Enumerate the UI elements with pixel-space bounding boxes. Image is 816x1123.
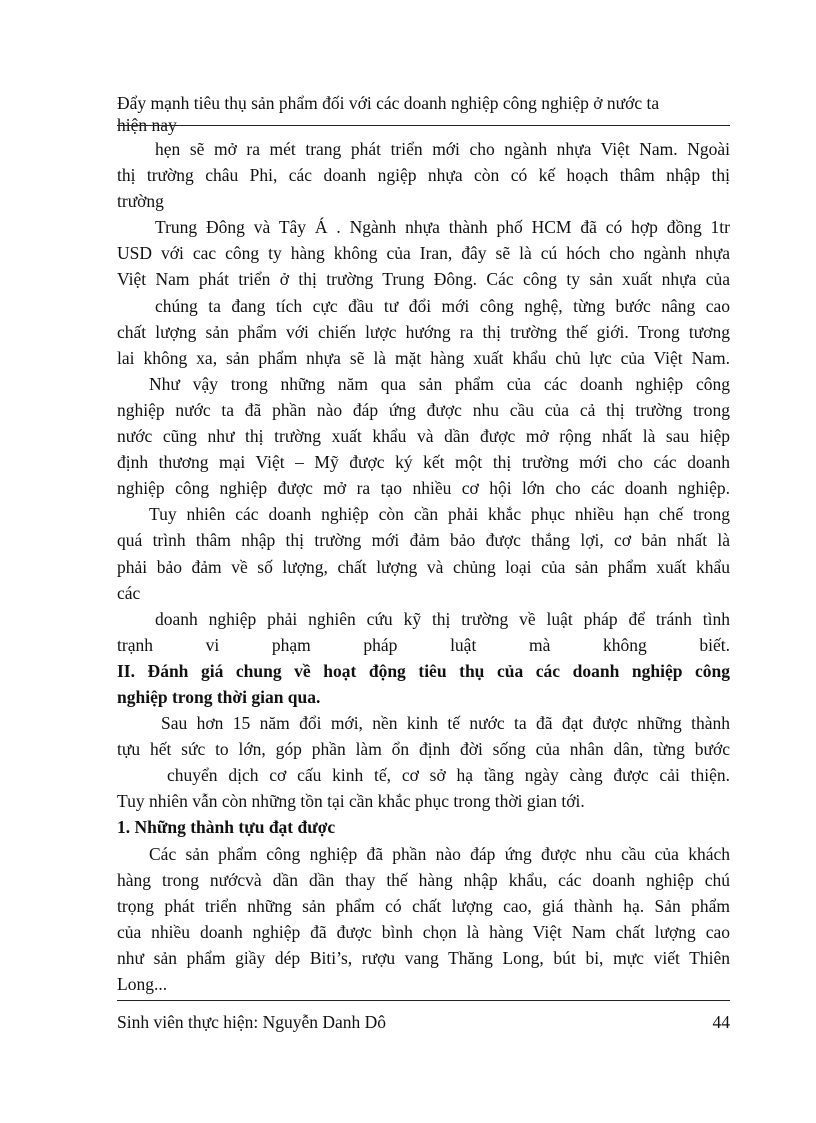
body-line: trọng phát triển những sản phẩm có chất lượng cao, giá thành hạ. Sản phẩm (117, 895, 730, 916)
document-body (117, 136, 730, 997)
body-line: Long... (117, 974, 168, 994)
body-line: Như vậy trong những năm qua sản phẩm của các doanh nghiệp công (149, 373, 730, 394)
body-line: như sản phẩm giầy dép Biti’s, rượu vang Thăng Long, bút bi, mực viết Thiên (117, 947, 730, 968)
body-line: chuyển dịch cơ cấu kinh tế, cơ sở hạ tầng ngày càng được cải thiện. (167, 765, 730, 786)
body-line: quá trình thâm nhập thị trường mới đảm bảo được thắng lợi, cơ bản nhất là (117, 530, 730, 551)
body-line: doanh nghiệp phải nghiên cứu kỹ thị trường về luật pháp để tránh tình (155, 608, 730, 629)
page-footer (117, 1011, 730, 1033)
page-header (117, 92, 730, 136)
body-line: thị trường châu Phi, các doanh ngiệp nhựa còn có kế hoạch thâm nhập thị (117, 165, 730, 186)
body-line: Các sản phẩm công nghiệp đã phần nào đáp ứng được nhu cầu của khách (149, 843, 730, 864)
body-line: Trung Đông và Tây Á . Ngành nhựa thành phố HCM đã có hợp đồng 1tr (155, 217, 730, 238)
body-line: trường (117, 191, 164, 212)
body-line: nghiệp nước ta đã phần nào đáp ứng được nhu cầu của cả thị trường trong (117, 399, 730, 420)
header-title-line-2: hiện nay (117, 115, 177, 135)
body-line: hàng trong nướcvà dần dần thay thế hàng nhập khẩu, các doanh nghiệp chú (117, 869, 730, 890)
section-heading-ii: II. Đánh giá chung về hoạt động tiêu thụ của các doanh nghiệp công (117, 660, 730, 681)
body-line: Việt Nam phát triển ở thị trường Trung Đông. Các công ty sản xuất nhựa của (117, 269, 730, 290)
body-line: USD với cac công ty hàng không của Iran, đây sẽ là cú hóch cho ngành nhựa (117, 243, 730, 264)
body-line: hẹn sẽ mở ra mét trang phát triển mới cho ngành nhựa Việt Nam. Ngoài (155, 139, 730, 159)
body-line: nước cũng như thị trường xuất khẩu và dần được mở rộng nhất là sau hiệp (117, 426, 730, 447)
body-line: nghiệp công nghiệp được mở ra tạo nhiều cơ hội lớn cho các doanh nghiệp. (117, 478, 730, 499)
body-line: các (117, 582, 141, 603)
body-line: chúng ta đang tích cực đầu tư đổi mới công nghệ, từng bước nâng cao (155, 295, 730, 316)
header-divider (117, 125, 730, 126)
footer-author: Sinh viên thực hiện: Nguyễn Danh Dô (117, 1012, 387, 1032)
subsection-heading-1: 1. Những thành tựu đạt được (117, 817, 336, 838)
body-line: tựu hết sức to lớn, góp phần làm ổn định đời sống của nhân dân, từng bước (117, 739, 730, 760)
body-line: Sau hơn 15 năm đổi mới, nền kinh tế nước ta đã đạt được những thành (161, 713, 730, 734)
footer-divider (117, 1000, 730, 1001)
body-line: lai không xa, sản phẩm nhựa sẽ là mặt hàng xuất khẩu chủ lực của Việt Nam. (117, 347, 730, 368)
body-line: phải bảo đảm về số lượng, chất lượng và chủng loại của sản phẩm xuất khẩu (117, 556, 730, 577)
section-heading-ii-continued: nghiệp trong thời gian qua. (117, 686, 321, 707)
body-line: Tuy nhiên vẫn còn những tồn tại cần khắc phục trong thời gian tới. (117, 791, 585, 812)
body-line: định thương mại Việt – Mỹ được ký kết một thị trường mới cho các doanh (117, 452, 730, 473)
body-line: Tuy nhiên các doanh nghiệp còn cần phải khắc phục nhiều hạn chế trong (149, 504, 730, 525)
body-line: trạnh vi phạm pháp luật mà không biết. (117, 634, 730, 655)
body-line: của nhiều doanh nghiệp đã được bình chọn là hàng Việt Nam chất lượng cao (117, 921, 730, 942)
header-title-line-1: Đẩy mạnh tiêu thụ sản phẩm đối với các doanh nghiệp công nghiệp ở nước ta (117, 93, 660, 113)
page-number: 44 (712, 1012, 730, 1032)
body-line: chất lượng sản phẩm với chiến lược hướng ra thị trường thế giới. Trong tương (117, 321, 730, 342)
